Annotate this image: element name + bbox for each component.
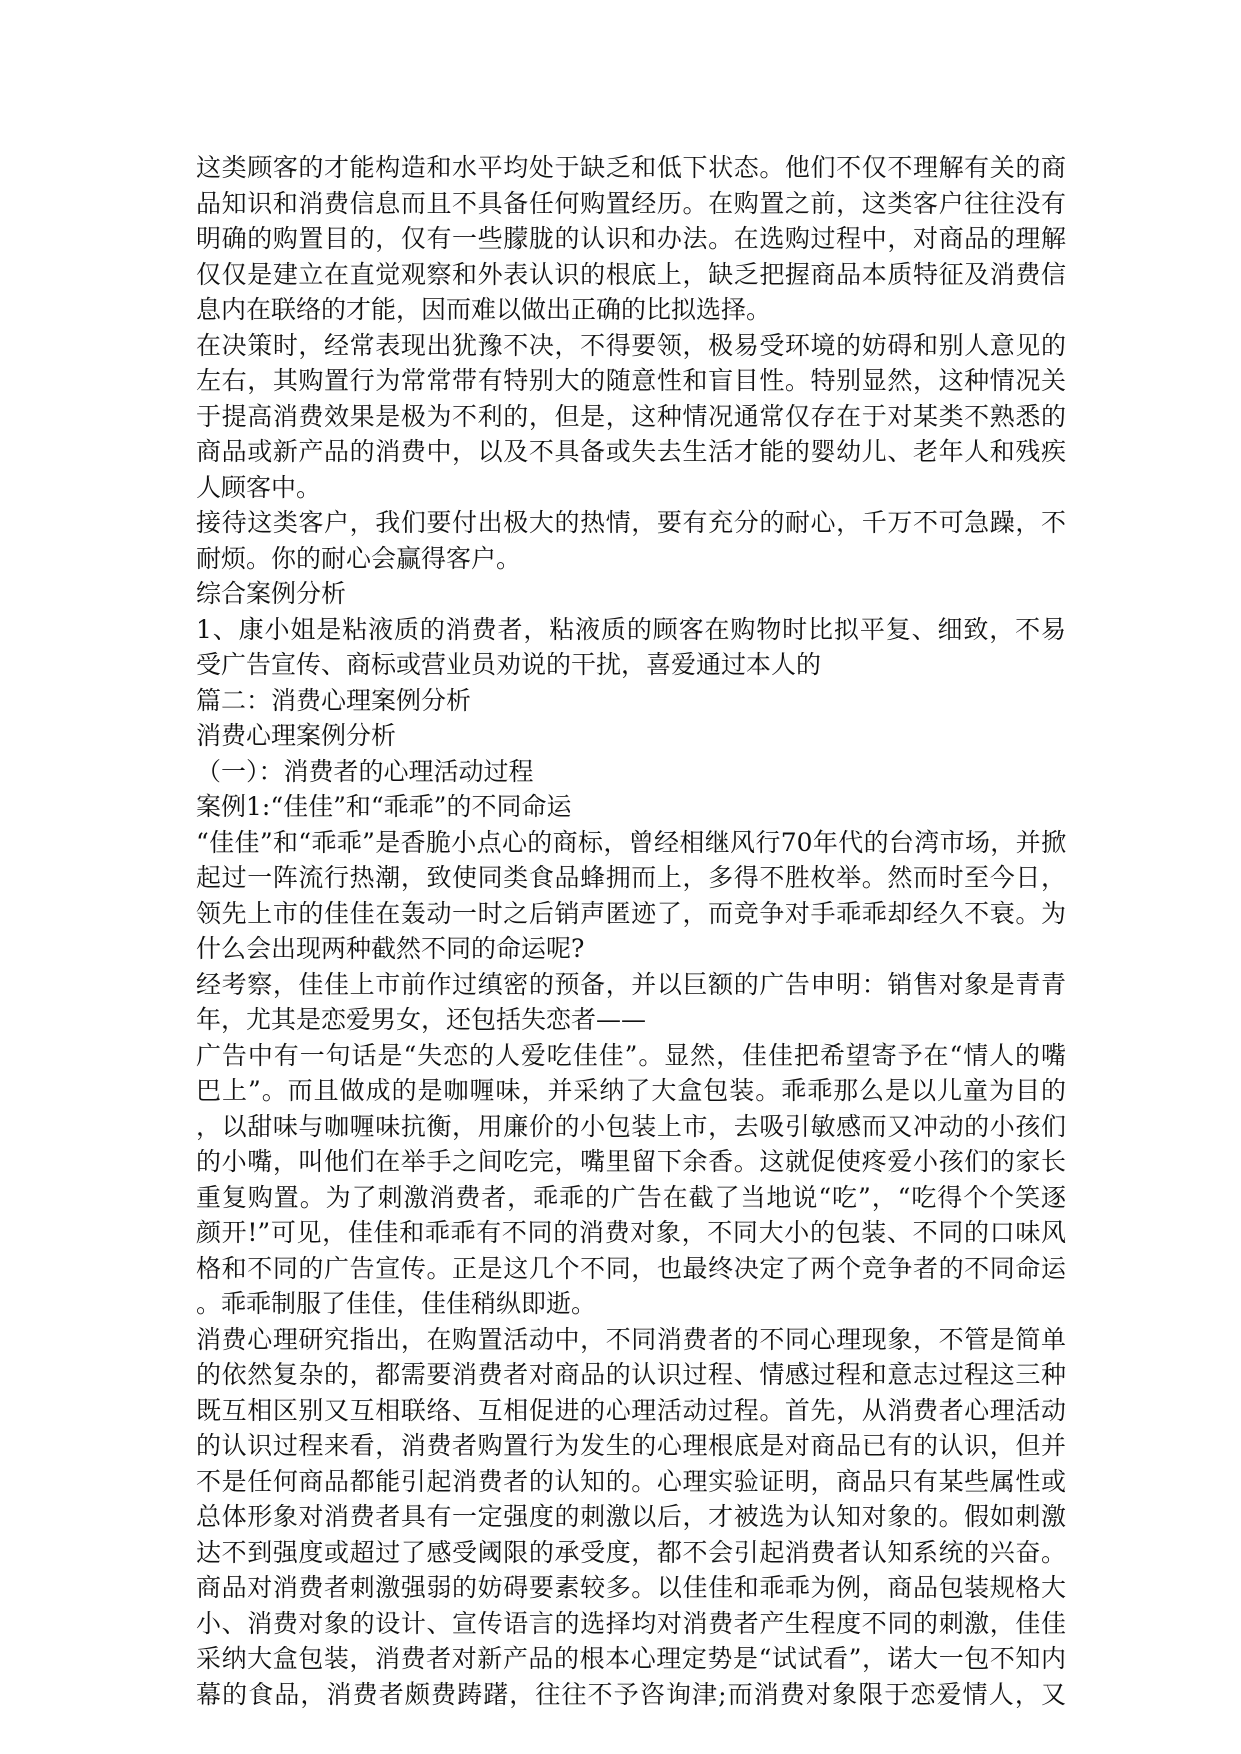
text-line: 的小嘴，叫他们在举手之间吃完，嘴里留下余香。这就促使疼爱小孩们的家长 <box>196 1147 1066 1176</box>
text-line: 领先上市的佳佳在轰动一时之后销声匿迹了，而竞争对手乖乖却经久不衰。为 <box>196 898 1066 928</box>
text-line: 于提高消费效果是极为不利的，但是，这种情况通常仅存在于对某类不熟悉的 <box>196 401 1066 431</box>
text-line: ，以甜味与咖喱味抗衡，用廉价的小包装上市，去吸引敏感而又冲动的小孩们 <box>196 1111 1066 1141</box>
text-line: 不是任何商品都能引起消费者的认知的。心理实验证明，商品只有某些属性或 <box>196 1466 1066 1496</box>
text-line: 广告中有一句话是“失恋的人爱吃佳佳”。显然，佳佳把希望寄予在“情人的嘴 <box>196 1040 1066 1070</box>
text-line: 的认识过程来看，消费者购置行为发生的心理根底是对商品已有的认识，但并 <box>196 1431 1066 1460</box>
text-line: 篇二：消费心理案例分析 <box>196 685 472 715</box>
text-line: 耐烦。你的耐心会赢得客户。 <box>196 543 522 573</box>
text-line: 商品对消费者刺激强弱的妨碍要素较多。以佳佳和乖乖为例，商品包装规格大 <box>196 1573 1066 1602</box>
text-line: 仅仅是建立在直觉观察和外表认识的根底上，缺乏把握商品本质特征及消费信 <box>196 259 1066 289</box>
text-line: 。乖乖制服了佳佳，佳佳稍纵即逝。 <box>196 1289 597 1318</box>
text-line: 案例1:“佳佳”和“乖乖”的不同命运 <box>196 792 572 821</box>
text-line: 在决策时，经常表现出犹豫不决，不得要领，极易受环境的妨碍和别人意见的 <box>196 330 1066 360</box>
text-line: 消费心理案例分析 <box>196 721 397 750</box>
text-line: 起过一阵流行热潮，致使同类食品蜂拥而上，多得不胜枚举。然而时至今日， <box>196 863 1066 892</box>
text-line: 息内在联络的才能，因而难以做出正确的比拟选择。 <box>196 295 772 324</box>
text-line: 受广告宣传、商标或营业员劝说的干扰，喜爱通过本人的 <box>196 650 822 679</box>
text-line: 年，尤其是恋爱男女，还包括失恋者—— <box>196 1005 647 1034</box>
text-line: 格和不同的广告宣传。正是这几个不同，也最终决定了两个竞争者的不同命运 <box>196 1253 1066 1283</box>
text-line: 左右，其购置行为常常带有特别大的随意性和盲目性。特别显然，这种情况关 <box>196 366 1066 395</box>
text-line: 什么会出现两种截然不同的命运呢? <box>196 934 585 963</box>
document-body <box>196 150 1066 1712</box>
text-line: 巴上”。而且做成的是咖喱味，并采纳了大盒包装。乖乖那么是以儿童为目的 <box>196 1076 1066 1105</box>
text-line: 人顾客中。 <box>196 472 322 502</box>
text-line: 商品或新产品的消费中，以及不具备或失去生活才能的婴幼儿、老年人和残疾 <box>196 437 1066 466</box>
text-line: 接待这类客户，我们要付出极大的热情，要有充分的耐心，千万不可急躁，不 <box>196 508 1066 537</box>
text-line: “佳佳”和“乖乖”是香脆小点心的商标，曾经相继风行70年代的台湾市场，并掀 <box>196 827 1066 857</box>
text-line: 幕的食品，消费者颇费踌躇，往往不予咨询津;而消费对象限于恋爱情人，又 <box>196 1679 1066 1709</box>
text-line: 经考察，佳佳上市前作过缜密的预备，并以巨额的广告申明：销售对象是青青 <box>196 969 1066 999</box>
text-line: 颜开!”可见，佳佳和乖乖有不同的消费对象，不同大小的包装、不同的口味风 <box>196 1218 1066 1247</box>
text-line: 采纳大盒包装，消费者对新产品的根本心理定势是“试试看”，诺大一包不知内 <box>196 1644 1066 1673</box>
text-line: 总体形象对消费者具有一定强度的刺激以后，才被选为认知对象的。假如刺激 <box>196 1502 1066 1531</box>
text-line: 达不到强度或超过了感受阈限的承受度，都不会引起消费者认知系统的兴奋。 <box>196 1537 1066 1567</box>
text-line: 小、消费对象的设计、宣传语言的选择均对消费者产生程度不同的刺激，佳佳 <box>196 1608 1066 1638</box>
text-line: 这类顾客的才能构造和水平均处于缺乏和低下状态。他们不仅不理解有关的商 <box>196 153 1066 182</box>
text-line: 既互相区别又互相联络、互相促进的心理活动过程。首先，从消费者心理活动 <box>196 1395 1066 1425</box>
text-line: 品知识和消费信息而且不具备任何购置经历。在购置之前，这类客户往往没有 <box>196 188 1066 218</box>
text-line: （一）：消费者的心理活动过程 <box>196 756 534 786</box>
text-line: 综合案例分析 <box>196 579 347 608</box>
text-line: 重复购置。为了刺激消费者，乖乖的广告在截了当地说“吃”，“吃得个个笑逐 <box>196 1182 1066 1212</box>
text-line: 明确的购置目的，仅有一些朦胧的认识和办法。在选购过程中，对商品的理解 <box>196 224 1066 253</box>
text-line: 的依然复杂的，都需要消费者对商品的认识过程、情感过程和意志过程这三种 <box>196 1360 1066 1389</box>
text-line: 1、康小姐是粘液质的消费者，粘液质的顾客在购物时比拟平复、细致，不易 <box>196 614 1066 644</box>
text-line: 消费心理研究指出，在购置活动中，不同消费者的不同心理现象，不管是简单 <box>196 1324 1066 1354</box>
